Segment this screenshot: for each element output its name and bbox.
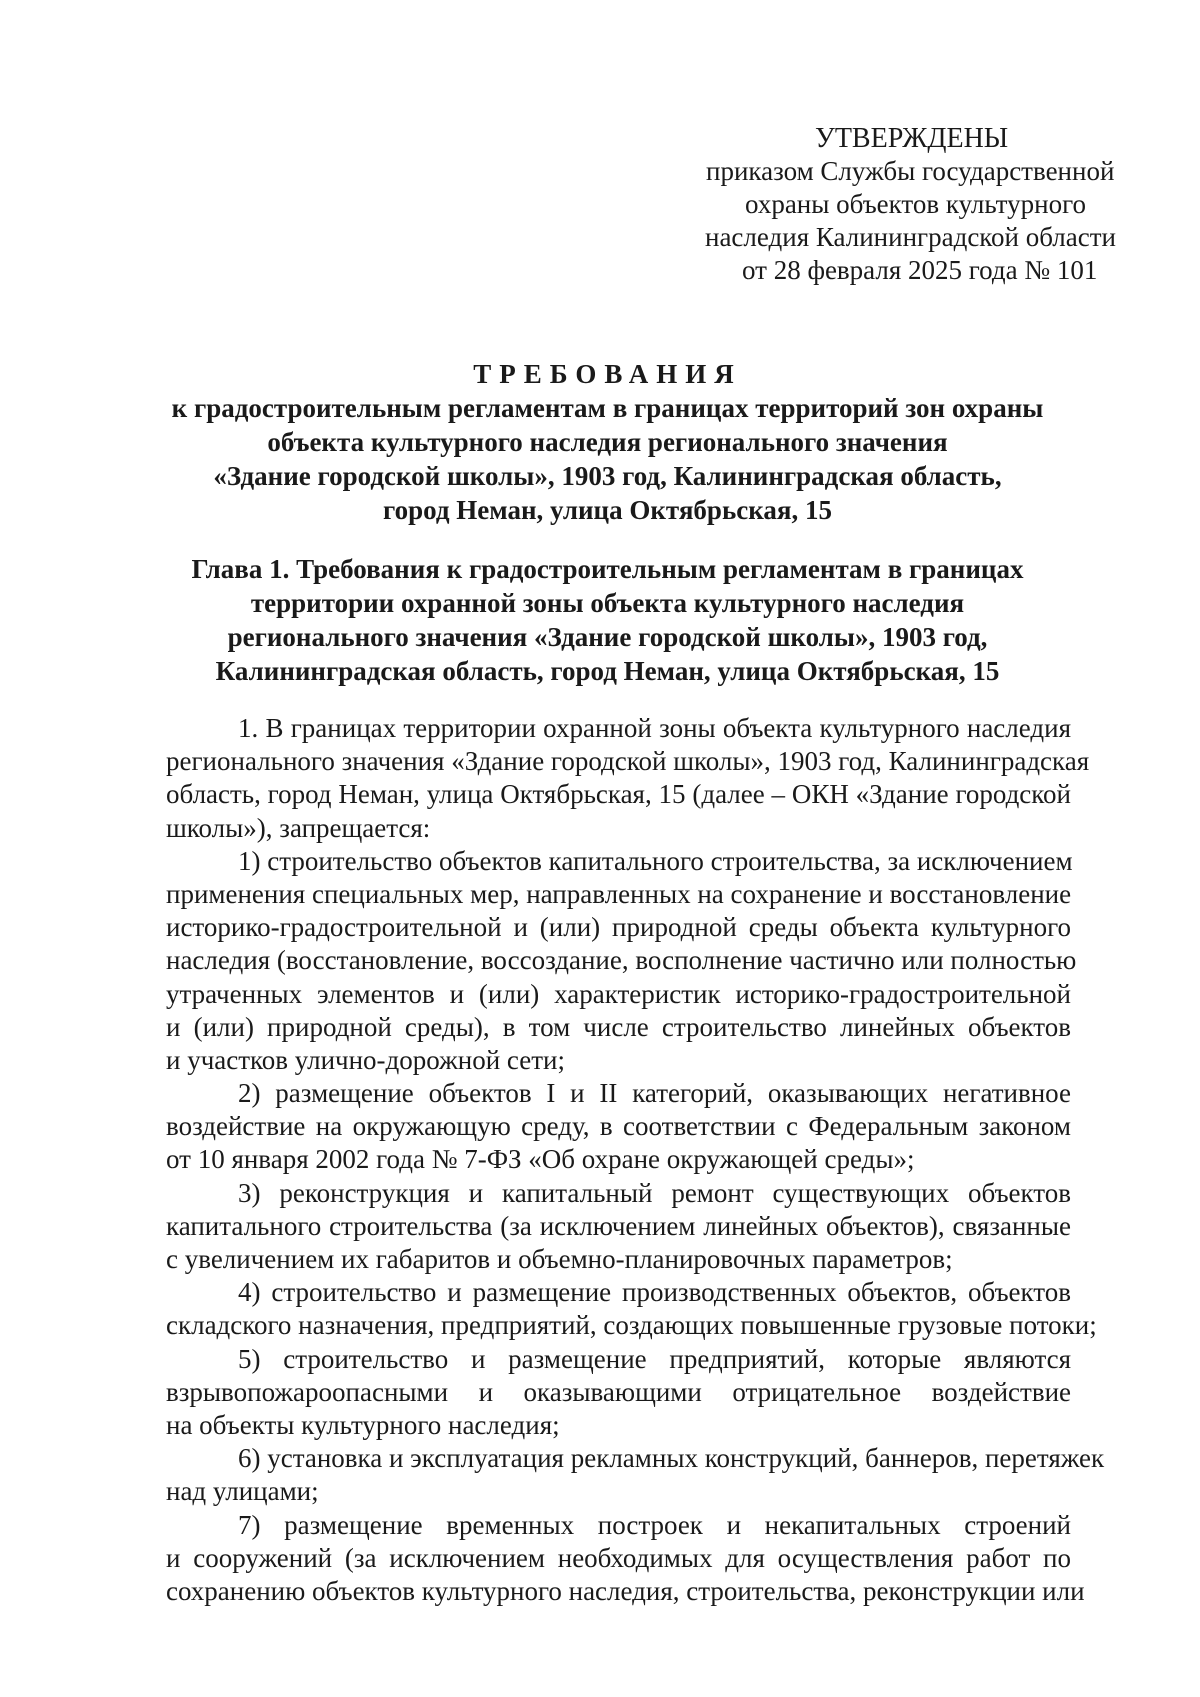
body-text	[166, 712, 1105, 1608]
title-line: «Здание городской школы», 1903 год, Калининградская область,	[213, 461, 1002, 491]
list-item-line: на объекты культурного наследия;	[166, 1409, 560, 1440]
list-item-line: капитального строительства (за исключением линейных объектов), связанные	[166, 1210, 1071, 1241]
paragraph-line: область, город Неман, улица Октябрьская, 15 (далее – ОКН «Здание городской	[166, 779, 1071, 810]
list-item-line: над улицами;	[166, 1476, 319, 1507]
list-item-line: 3) реконструкция и капитальный ремонт существующих объектов	[238, 1177, 1071, 1208]
list-item-line: утраченных элементов и (или) характеристик историко-градостроительной	[166, 978, 1071, 1009]
list-item-line: 4) строительство и размещение производственных объектов, объектов	[238, 1277, 1071, 1308]
title-main: ТРЕБОВАНИЯ	[473, 359, 742, 389]
title-line: объекта культурного наследия регионального значения	[267, 427, 948, 457]
list-item-line: от 10 января 2002 года № 7-ФЗ «Об охране окружающей среды»;	[166, 1144, 915, 1175]
approval-date-line: от 28 февраля 2025 года № 101	[742, 255, 1098, 285]
approval-heading: УТВЕРЖДЕНЫ	[815, 123, 1009, 154]
chapter-line: Калининградская область, город Неман, улица Октябрьская, 15	[215, 656, 1000, 686]
paragraph-line: 1. В границах территории охранной зоны объекта культурного наследия	[238, 713, 1071, 743]
list-item-line: и сооружений (за исключением необходимых для осуществления работ по	[166, 1542, 1071, 1573]
title-line: к градостроительным регламентам в границах территорий зон охраны	[171, 393, 1044, 423]
list-item-line: и участков улично-дорожной сети;	[166, 1044, 565, 1075]
list-item-line: складского назначения, предприятий, создающих повышенные грузовые потоки;	[166, 1310, 1097, 1341]
list-item-line: 7) размещение временных построек и некапитальных строений	[238, 1509, 1071, 1540]
chapter-line: Глава 1. Требования к градостроительным регламентам в границах	[191, 554, 1024, 584]
list-item-line: воздействие на окружающую среду, в соответствии с Федеральным законом	[166, 1111, 1071, 1142]
approval-line: приказом Службы государственной	[706, 156, 1115, 186]
list-item-line: применения специальных мер, направленных на сохранение и восстановление	[166, 878, 1072, 909]
list-item-line: 1) строительство объектов капитального строительства, за исключением	[238, 845, 1073, 876]
chapter-line: регионального значения «Здание городской школы», 1903 год,	[227, 622, 988, 652]
approval-line: наследия Калининградской области	[705, 222, 1116, 252]
list-item-line: историко-градостроительной и (или) природной среды объекта культурного	[166, 912, 1071, 943]
list-item-line: с увеличением их габаритов и объемно-планировочных параметров;	[166, 1244, 953, 1274]
list-item-line: взрывопожароопасными и оказывающими отрицательное воздействие	[166, 1376, 1071, 1407]
paragraph-line: регионального значения «Здание городской школы», 1903 год, Калининградская	[166, 746, 1090, 777]
list-item-line: 6) установка и эксплуатация рекламных конструкций, баннеров, перетяжек	[238, 1443, 1105, 1474]
list-item-line: 5) строительство и размещение предприятий, которые являются	[238, 1343, 1071, 1374]
list-item-line: 2) размещение объектов I и II категорий, оказывающих негативное	[238, 1078, 1071, 1109]
title-line: город Неман, улица Октябрьская, 15	[383, 495, 832, 525]
approval-line: охраны объектов культурного	[745, 189, 1086, 219]
chapter-line: территории охранной зоны объекта культурного наследия	[250, 588, 965, 618]
chapter-heading	[150, 552, 1065, 688]
list-item-line: сохранению объектов культурного наследия, строительства, реконструкции или	[166, 1575, 1085, 1606]
list-item-line: и (или) природной среды), в том числе строительство линейных объектов	[166, 1011, 1071, 1042]
paragraph-line: школы»), запрещается:	[166, 812, 431, 843]
list-item-line: наследия (восстановление, воссоздание, восполнение частично или полностью	[166, 945, 1077, 976]
approval-stamp	[650, 122, 1200, 287]
document-title	[150, 357, 1065, 527]
